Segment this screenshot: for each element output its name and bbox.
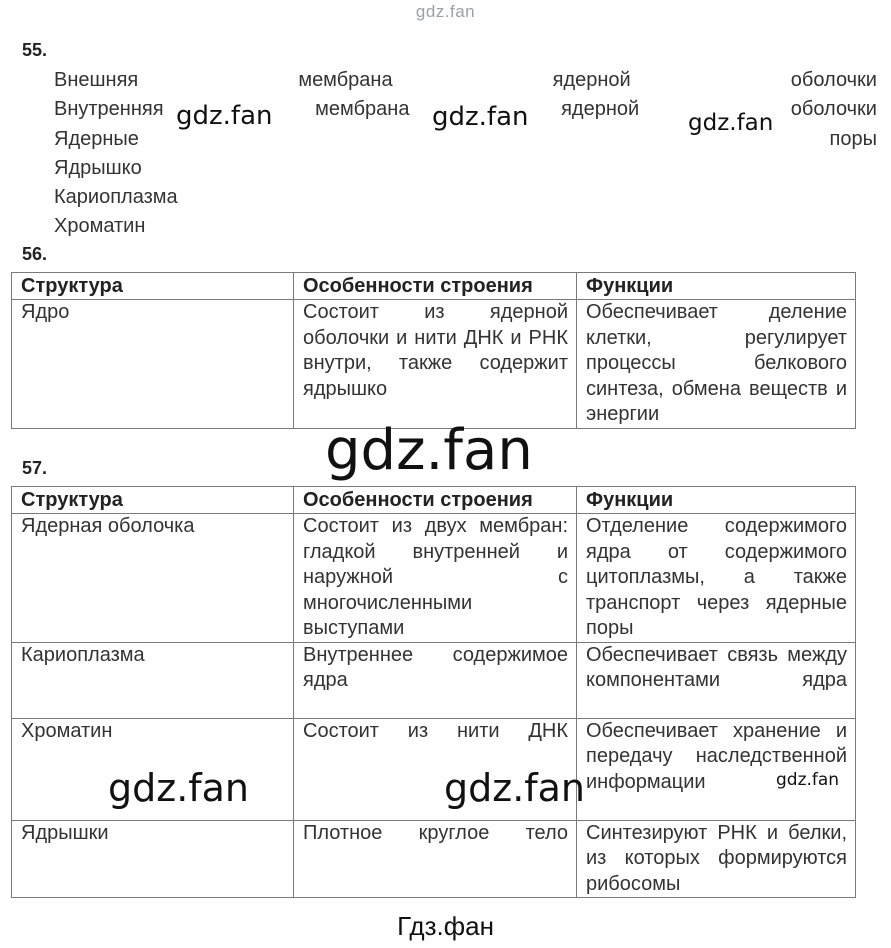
word: Хроматин bbox=[54, 215, 146, 238]
table-cell: Плотное круглое тело bbox=[294, 820, 577, 898]
footer-caption: Гдз.фан bbox=[397, 911, 494, 941]
table-row bbox=[12, 820, 856, 898]
table-57 bbox=[11, 486, 856, 898]
watermark: gdz.fan bbox=[108, 766, 250, 810]
column-header: Функции bbox=[577, 487, 856, 514]
table-cell: Состоит из нити ДНК bbox=[294, 718, 577, 820]
table-cell: Ядерная оболочка bbox=[12, 514, 294, 643]
question-55-list bbox=[54, 66, 877, 242]
word: ядерной bbox=[552, 69, 631, 91]
word: Ядрышко bbox=[54, 156, 142, 179]
word: Внешняя bbox=[54, 69, 139, 91]
question-55-number: 55. bbox=[22, 40, 48, 60]
watermark: gdz.fan bbox=[432, 102, 529, 132]
list-item bbox=[54, 183, 877, 212]
word: Внутренняя bbox=[54, 98, 164, 121]
word: мембрана bbox=[298, 69, 393, 91]
word: поры bbox=[829, 127, 877, 150]
question-57-number: 57. bbox=[22, 458, 48, 478]
column-header: Структура bbox=[12, 487, 294, 514]
list-item bbox=[54, 154, 877, 183]
table-cell: Ядрышки bbox=[12, 820, 294, 898]
table-cell: Обеспечивает деление клетки, регулирует процессы белкового синтеза, обмена веществ и энергии bbox=[577, 300, 856, 429]
column-header: Особенности строения bbox=[294, 487, 577, 514]
column-header: Функции bbox=[577, 273, 856, 300]
list-item bbox=[54, 66, 877, 95]
word: мембрана bbox=[315, 98, 410, 121]
column-header: Особенности строения bbox=[294, 273, 577, 300]
list-item bbox=[54, 212, 877, 241]
watermark-top: gdz.fan bbox=[415, 2, 476, 21]
word: ядерной bbox=[561, 98, 640, 121]
table-cell: Состоит из двух мембран: гладкой внутренней и наружной с многочисленными выступами bbox=[294, 514, 577, 643]
table-header-row bbox=[12, 273, 856, 300]
table-cell: Обеспечивает связь между компонентами ядра bbox=[577, 642, 856, 718]
watermark: gdz.fan bbox=[444, 766, 586, 810]
table-cell: Синтезируют РНК и белки, из которых формируются рибосомы bbox=[577, 820, 856, 898]
word: оболочки bbox=[790, 98, 877, 121]
word: оболочки bbox=[790, 69, 877, 91]
table-cell: Обеспечивает хранение и передачу наследственной информации bbox=[577, 718, 856, 820]
table-row bbox=[12, 300, 856, 429]
table-cell: Хроматин bbox=[12, 718, 294, 820]
word: Ядерные bbox=[54, 127, 139, 150]
table-cell: Кариоплазма bbox=[12, 642, 294, 718]
table-header-row bbox=[12, 487, 856, 514]
watermark: gdz.fan bbox=[776, 770, 840, 790]
watermark: gdz.fan bbox=[176, 101, 273, 131]
table-cell: Состоит из ядерной оболочки и нити ДНК и РНК внутри, также содержит ядрышко bbox=[294, 300, 577, 429]
table-cell: Внутреннее содержимое ядра bbox=[294, 642, 577, 718]
column-header: Структура bbox=[12, 273, 294, 300]
watermark: gdz.fan bbox=[688, 110, 774, 136]
table-row bbox=[12, 514, 856, 643]
question-56-number: 56. bbox=[22, 244, 48, 264]
table-row bbox=[12, 642, 856, 718]
table-cell: Отделение содержимого ядра от содержимого цитоплазмы, а также транспорт через ядерные поры bbox=[577, 514, 856, 643]
table-cell: Ядро bbox=[12, 300, 294, 429]
word: Кариоплазма bbox=[54, 186, 178, 209]
table-56 bbox=[11, 272, 856, 429]
watermark: gdz.fan bbox=[325, 418, 533, 483]
